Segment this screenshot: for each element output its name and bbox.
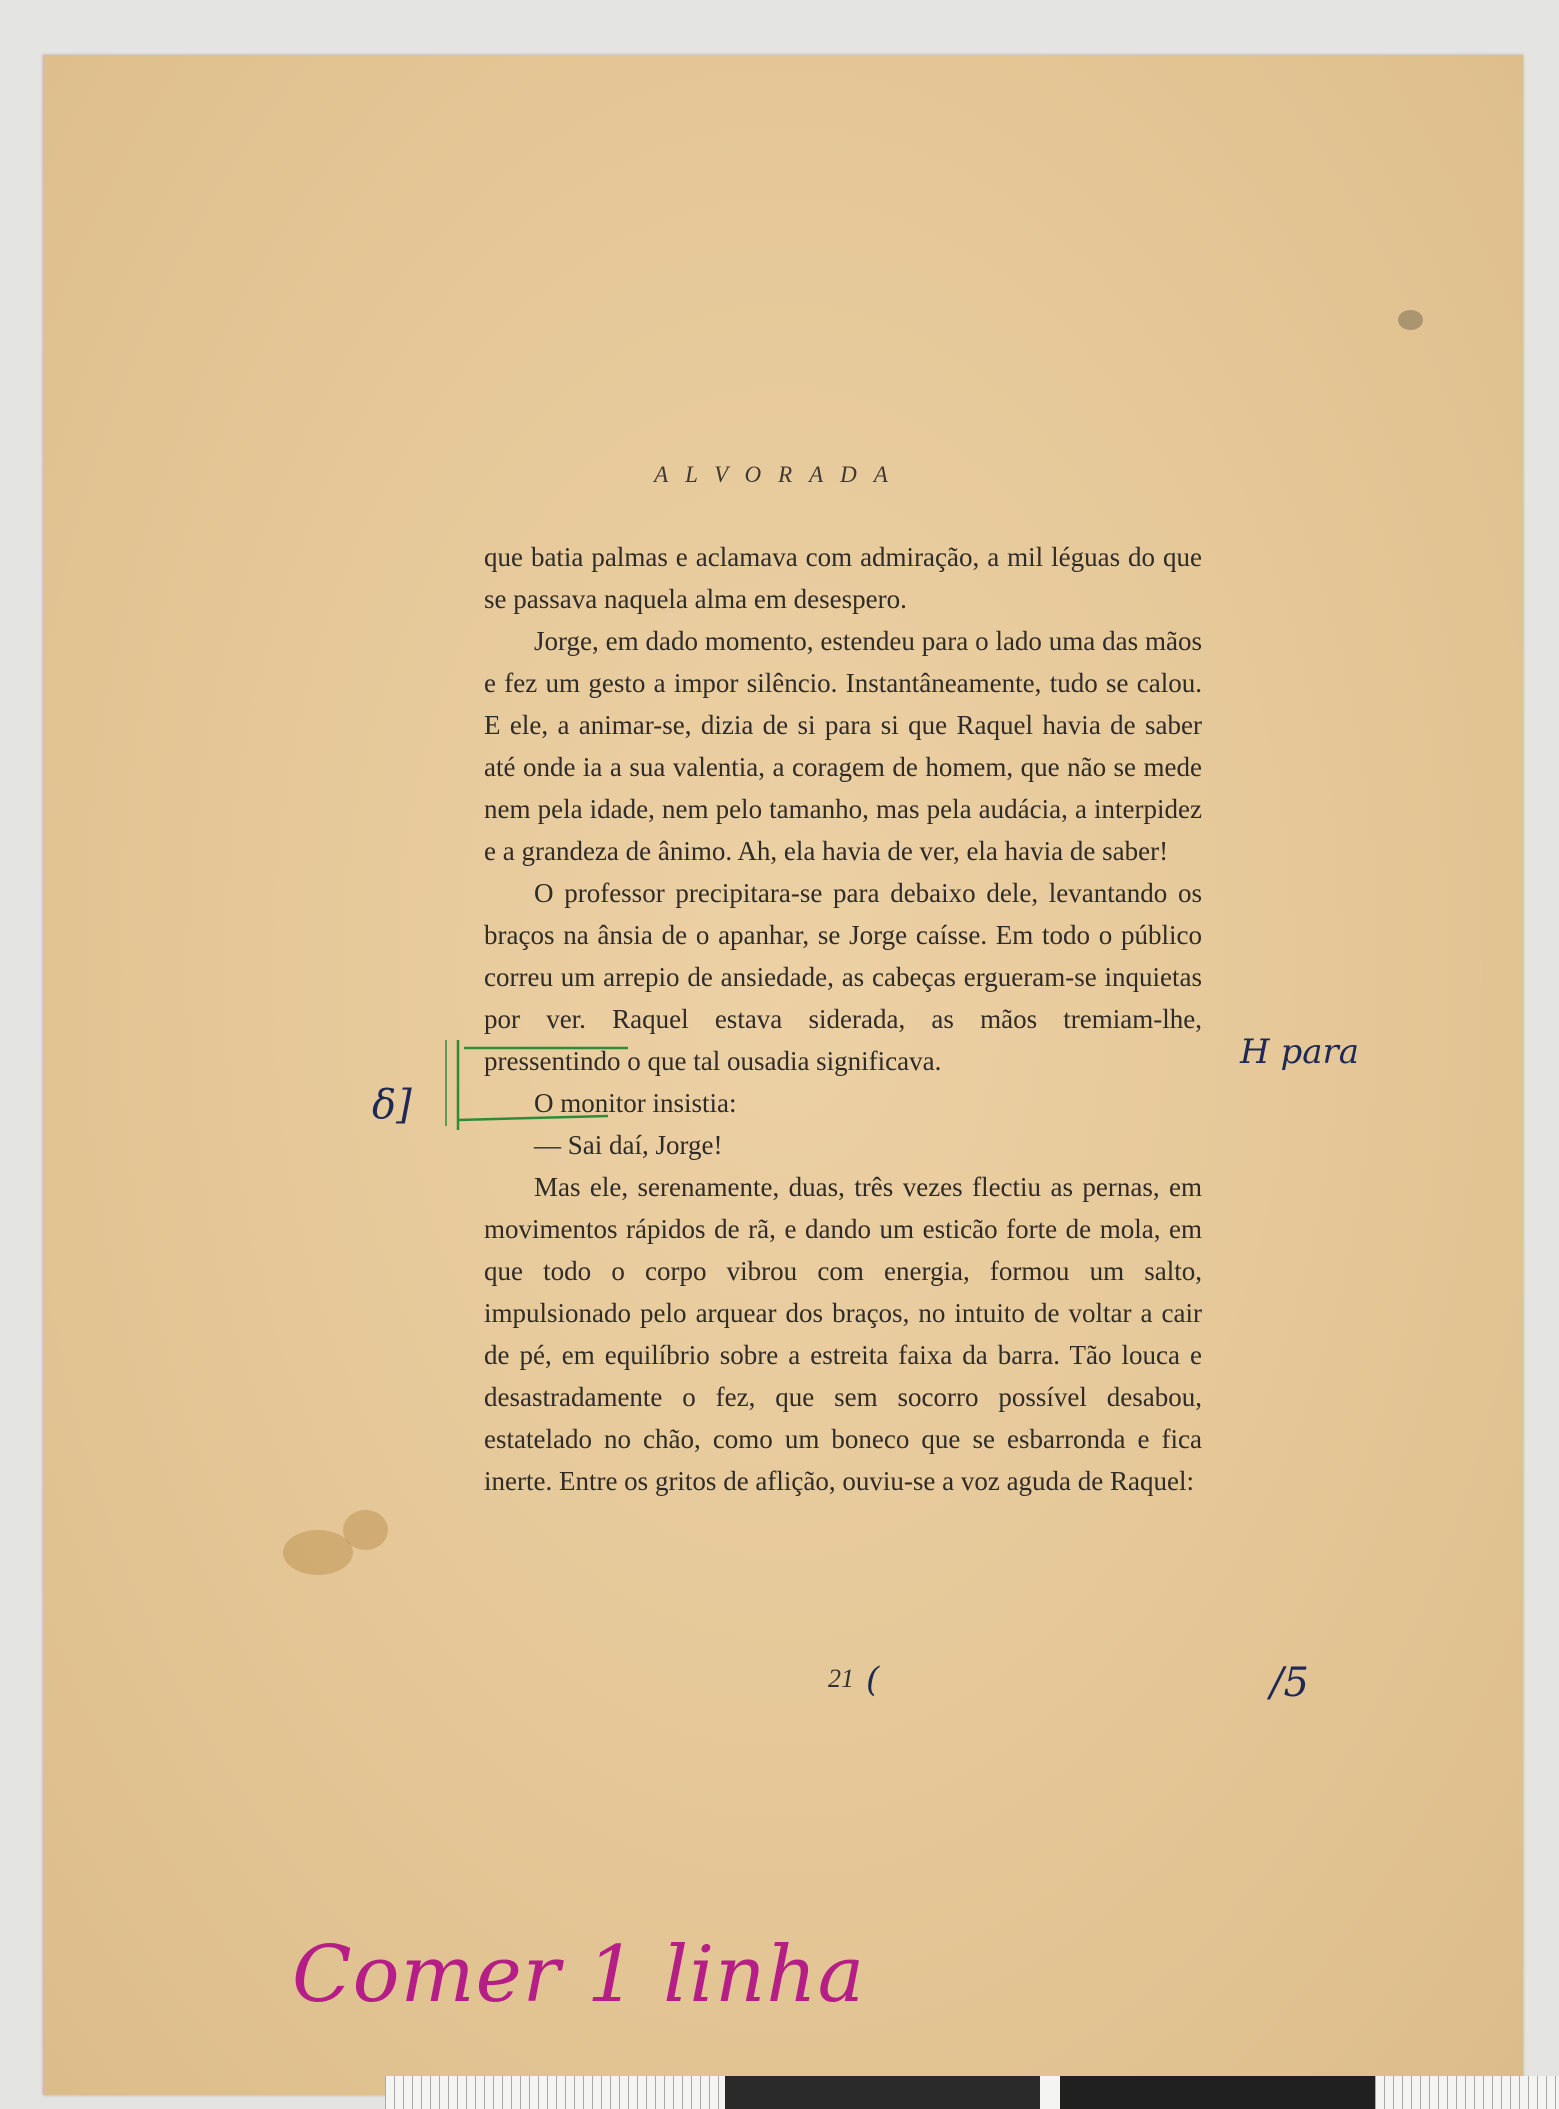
margin-correction-left: δ] [372,1082,412,1128]
margin-correction-right: H para [1240,1032,1360,1072]
paragraph: O monitor insistia: [534,1088,737,1118]
ruler-black-block [1060,2076,1375,2109]
ruler-ticks [1375,2076,1559,2109]
paragraph: O professor precipitara-se para debaixo dele, levantando os braços na ânsia de o apanhar, se Jorge caísse. Em todo o público correu um arrepio de ansiedade, as cabeças ergueram-se inquietas por ver. Raquel estava siderada, as mãos tremiam-lhe, pressentindo o que tal ousadia significava. [484,878,1202,1076]
ruler-gap [1040,2076,1060,2109]
handwritten-note-bottom: Comer 1 linha [292,1930,866,2020]
running-head: ALVORADA [654,462,905,487]
page-number: 21 [828,1664,854,1693]
handwritten-page-mark: /5 [1270,1660,1309,1706]
stain [343,1510,388,1550]
paragraph: Jorge, em dado momento, estendeu para o lado uma das mãos e fez um gesto a impor silêncio. Instantâneamente, tudo se calou. E ele, a animar-se, dizia de si para si que Raquel havia de saber até onde ia a sua valentia, a coragem de homem, que não se mede nem pela idade, nem pelo tamanho, mas pela audácia, a interpidez e a grandeza de ânimo. Ah, ela havia de ver, ela havia de saber! [484,626,1202,866]
paragraph: — Sai daí, Jorge! [534,1130,723,1160]
ruler-ticks [385,2076,725,2109]
scale-ruler [385,2076,1559,2109]
paragraph: Mas ele, serenamente, duas, três vezes flectiu as pernas, em movimentos rápidos de rã, e dando um esticão forte de mola, em que todo o corpo vibrou com energia, formou um salto, impulsionado pelo arquear dos braços, no intuito de voltar a cair de pé, em equilíbrio sobre a estreita faixa da barra. Tão louca e desastradamente o fez, que sem socorro possível desabou, estatelado no chão, como um boneco que se esbarronda e fica inerte. Entre os gritos de aflição, ouviu-se a voz aguda de Raquel: [484,1172,1202,1496]
stain [283,1530,353,1575]
body-text [484,536,1202,1502]
stain [1398,310,1423,330]
green-bracket-mark [438,1040,628,1130]
ruler-black-block [725,2076,1040,2109]
paragraph: que batia palmas e aclamava com admiração, a mil léguas do que se passava naquela alma em desespero. [484,542,1202,614]
folio-handwritten-mark: ( [866,1660,880,1700]
